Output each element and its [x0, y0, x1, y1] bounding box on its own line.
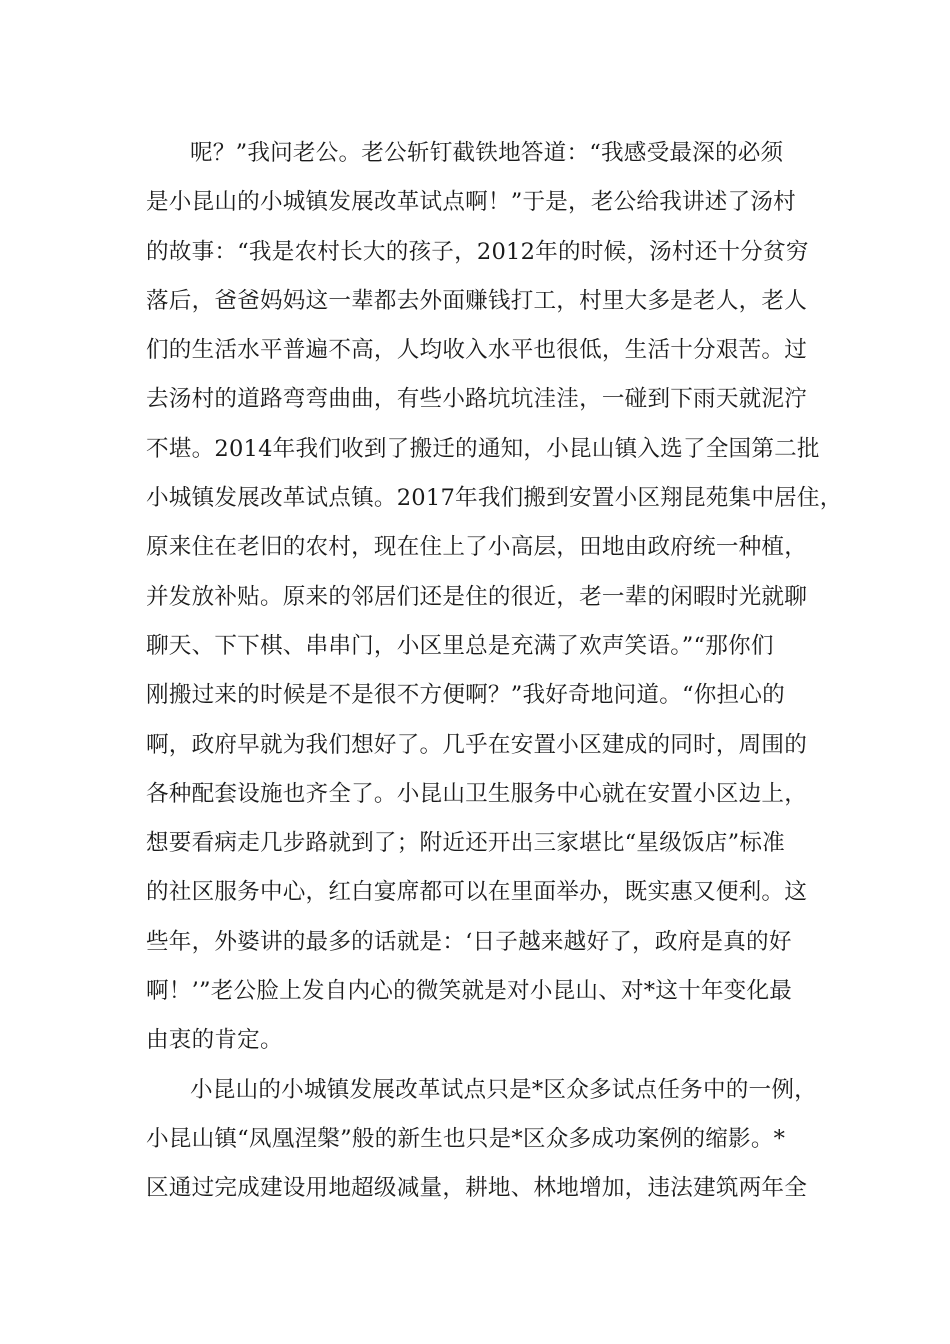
text-line-12: 刚搬过来的时候是不是很不方便啊？”我好奇地问道。“你担心的	[146, 682, 785, 709]
text-line-2: 是小昆山的小城镇发展改革试点啊！”于是，老公给我讲述了汤村	[146, 189, 796, 216]
text-line-21: 小昆山镇“凤凰涅槃”般的新生也只是*区众多成功案例的缩影。*	[146, 1125, 786, 1152]
text-line-20: 小昆山的小城镇发展改革试点只是*区众多试点任务中的一例，	[190, 1076, 817, 1103]
text-line-15: 想要看病走几步路就到了；附近还开出三家堪比“星级饭店”标准	[146, 830, 785, 857]
text-line-18: 啊！’”老公脸上发自内心的微笑就是对小昆山、对*这十年变化最	[146, 978, 793, 1005]
text-line-1: 呢？”我问老公。老公斩钉截铁地答道：“我感受最深的必须	[190, 140, 784, 166]
text-line-11: 聊天、下下棋、串串门，小区里总是充满了欢声笑语。”“那你们	[146, 632, 774, 659]
text-line-5: 们的生活水平普遍不高，人均收入水平也很低，生活十分艰苦。过	[146, 337, 808, 364]
text-line-3: 的故事：“我是农村长大的孩子，2012年的时候，汤村还十分贫穷	[146, 238, 809, 265]
text-line-9: 原来住在老旧的农村，现在住上了小高层，田地由政府统一种植，	[146, 534, 808, 561]
text-line-7: 不堪。2014年我们收到了搬迁的通知，小昆山镇入选了全国第二批	[146, 435, 820, 462]
text-line-6: 去汤村的道路弯弯曲曲，有些小路坑坑洼洼，一碰到下雨天就泥泞	[146, 386, 808, 413]
text-line-14: 各种配套设施也齐全了。小昆山卫生服务中心就在安置小区边上，	[146, 780, 808, 807]
text-line-13: 啊，政府早就为我们想好了。几乎在安置小区建成的同时，周围的	[146, 731, 808, 758]
text-line-10: 并发放补贴。原来的邻居们还是住的很近，老一辈的闲暇时光就聊	[146, 583, 808, 610]
text-line-16: 的社区服务中心，红白宴席都可以在里面举办，既实惠又便利。这	[146, 879, 808, 906]
text-line-8: 小城镇发展改革试点镇。2017年我们搬到安置小区翔昆苑集中居住，	[146, 485, 843, 512]
text-line-4: 落后，爸爸妈妈这一辈都去外面赚钱打工，村里大多是老人，老人	[146, 287, 808, 314]
document-body	[146, 129, 843, 1214]
text-line-19: 由衷的肯定。	[146, 1027, 283, 1054]
text-line-22: 区通过完成建设用地超级减量，耕地、林地增加，违法建筑两年全	[146, 1175, 808, 1202]
text-line-17: 些年，外婆讲的最多的话就是：‘日子越来越好了，政府是真的好	[146, 928, 792, 955]
